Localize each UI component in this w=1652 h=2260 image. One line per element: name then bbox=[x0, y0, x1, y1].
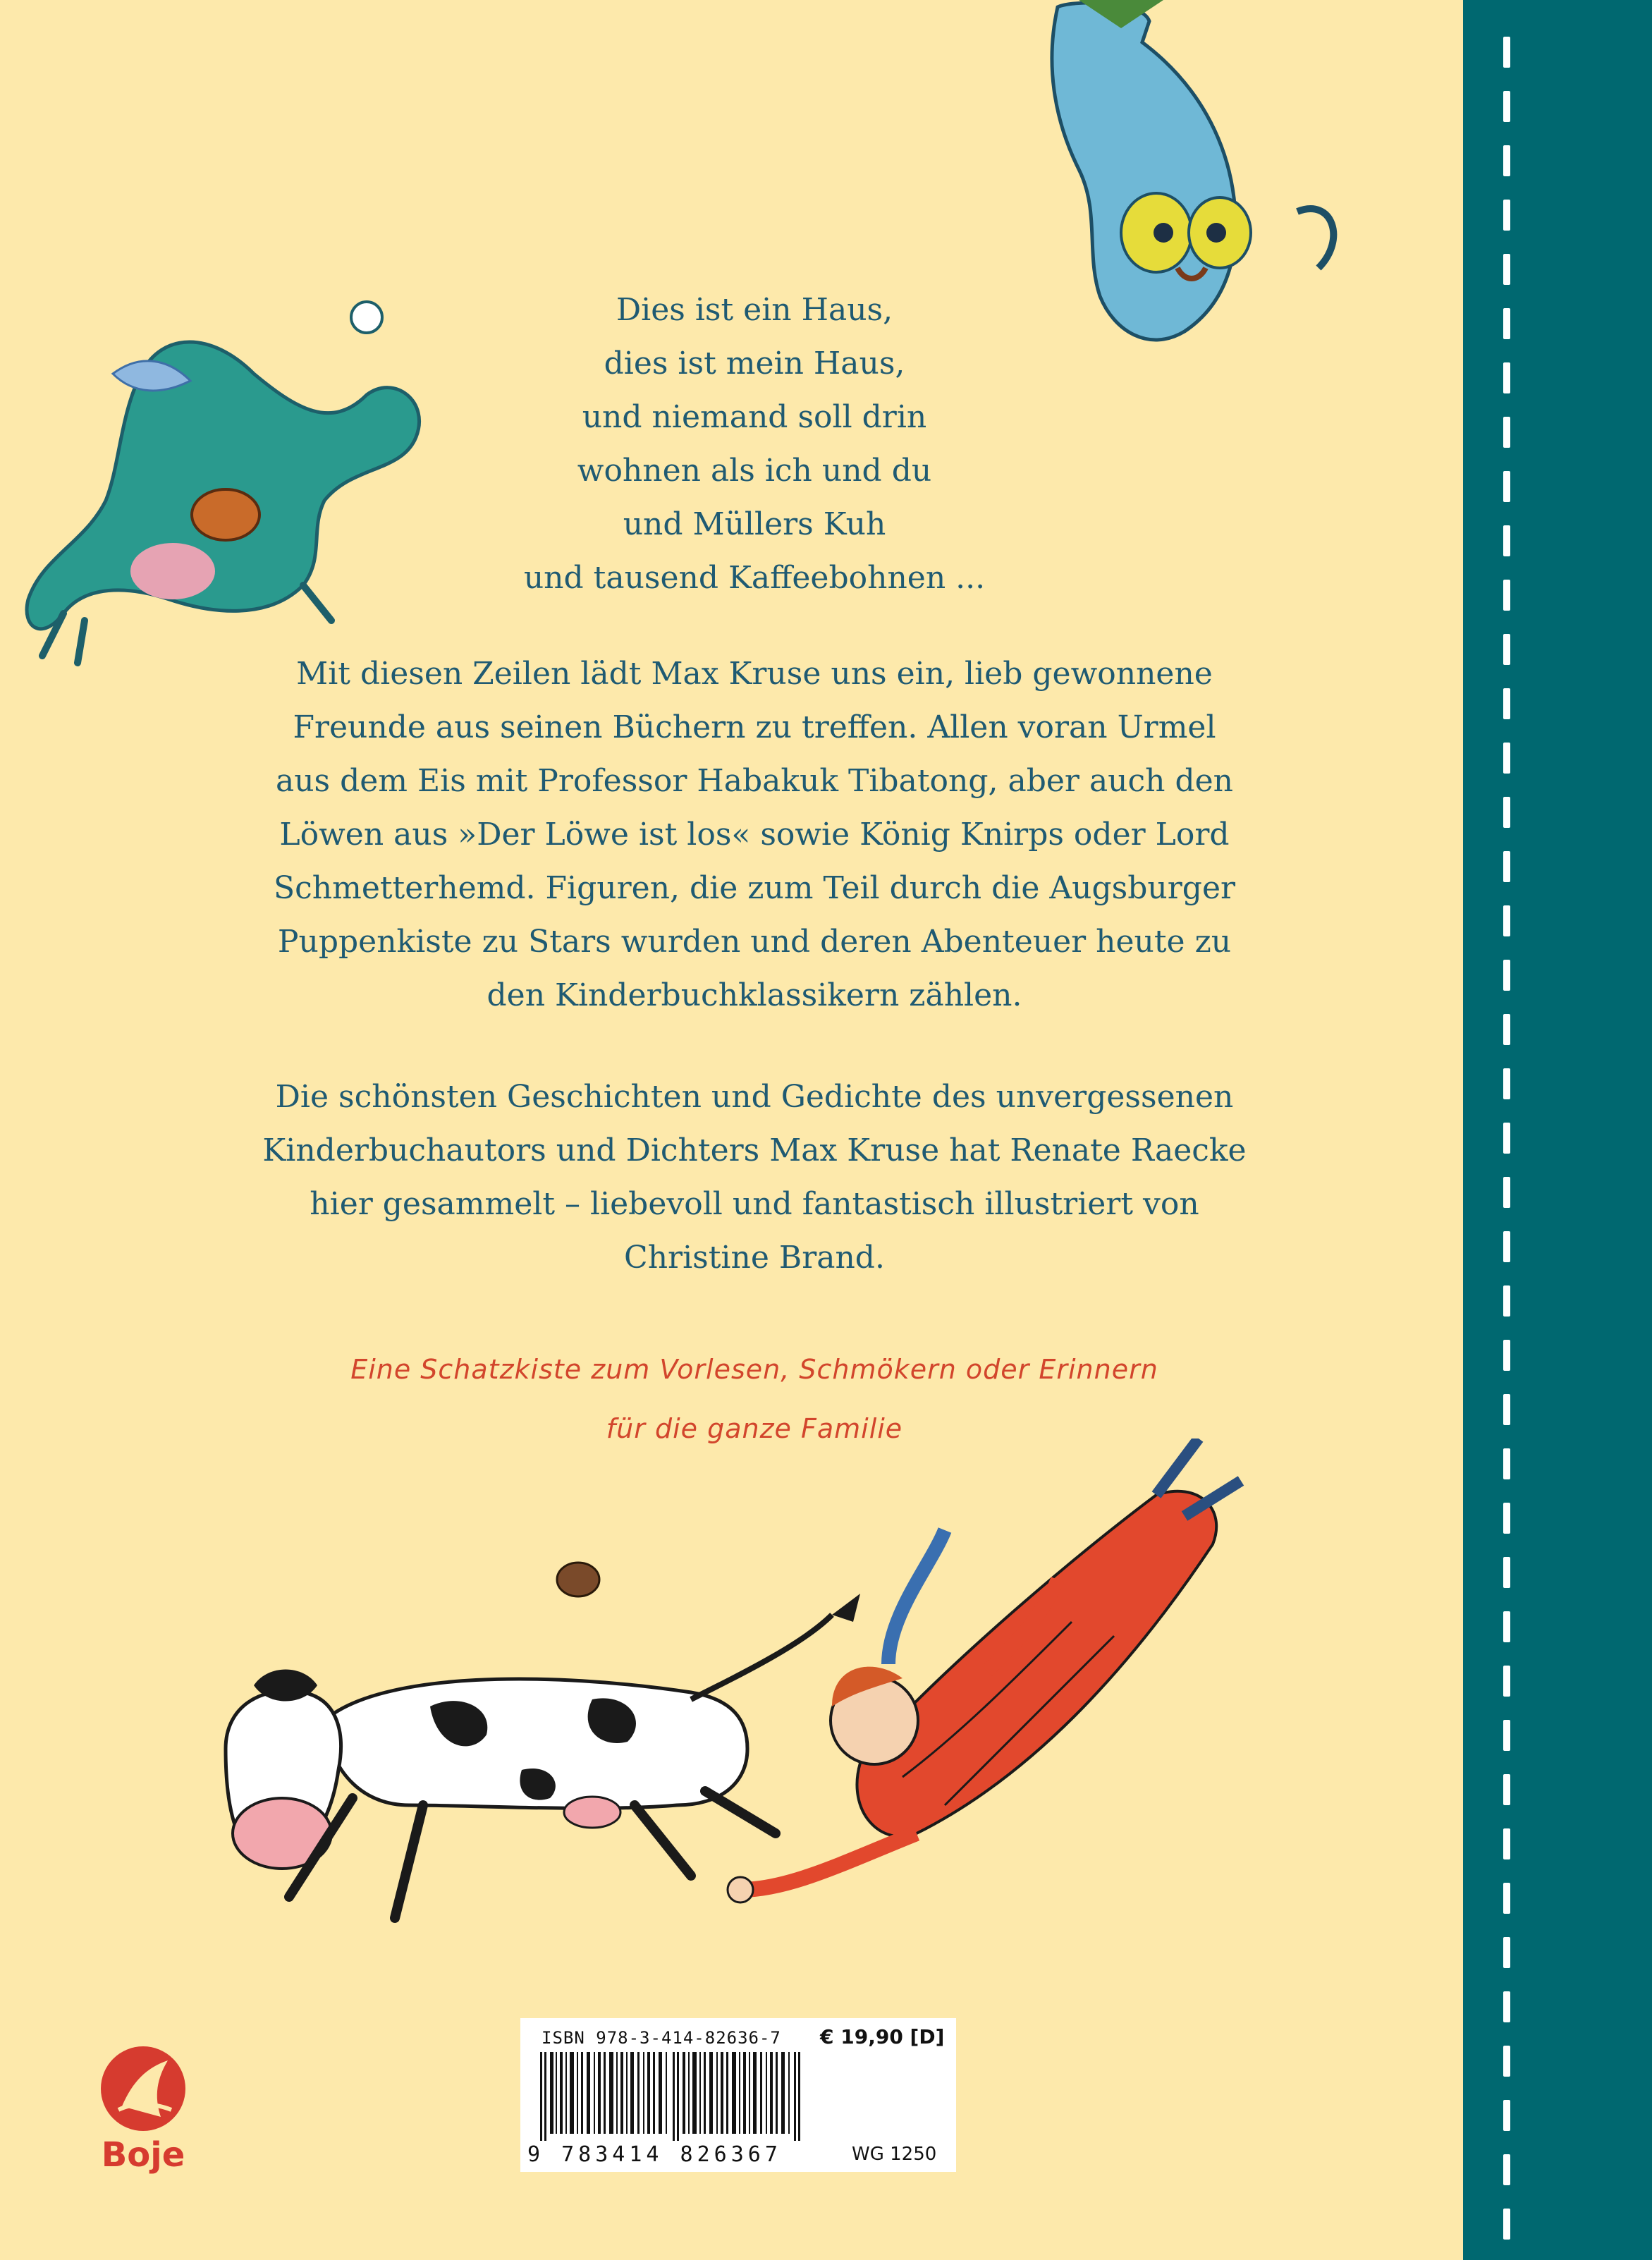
poem-line: dies ist mein Haus, bbox=[604, 346, 905, 381]
stitch-dash bbox=[1503, 1774, 1510, 1805]
publisher-name: Boje bbox=[101, 2135, 185, 2175]
poem-line: Dies ist ein Haus, bbox=[616, 292, 893, 328]
boje-logo-icon bbox=[90, 2039, 196, 2138]
stitch-dash bbox=[1503, 1611, 1510, 1642]
cow-and-girl-illustration bbox=[197, 1439, 1283, 1974]
paragraph-line: den Kinderbuchklassikern zählen. bbox=[487, 977, 1022, 1013]
description-paragraph-2 bbox=[219, 1070, 1290, 1285]
tagline-line: Eine Schatzkiste zum Vorlesen, Schmökern oder Erinnern bbox=[350, 1354, 1158, 1385]
paragraph-line: Puppenkiste zu Stars wurden und deren Abenteuer heute zu bbox=[277, 924, 1232, 960]
stitch-dash bbox=[1503, 797, 1510, 828]
poem-line: wohnen als ich und du bbox=[577, 453, 932, 489]
stitch-dash bbox=[1503, 1068, 1510, 1099]
stitch-dash bbox=[1503, 1666, 1510, 1697]
barcode-bars bbox=[540, 2052, 815, 2141]
stitch-dash bbox=[1503, 1883, 1510, 1914]
stitch-dash bbox=[1503, 1177, 1510, 1208]
stitch-dash bbox=[1503, 580, 1510, 611]
stitch-dash bbox=[1503, 960, 1510, 991]
stitch-dash bbox=[1503, 308, 1510, 339]
stitch-dash bbox=[1503, 362, 1510, 393]
stitch-dash bbox=[1503, 254, 1510, 285]
stitch-dash bbox=[1503, 37, 1510, 68]
stitch-dash bbox=[1503, 145, 1510, 176]
stitch-dash bbox=[1503, 200, 1510, 231]
stitch-dash bbox=[1503, 743, 1510, 774]
paragraph-line: Schmetterhemd. Figuren, die zum Teil durch die Augsburger bbox=[273, 870, 1236, 906]
stitch-dash bbox=[1503, 2209, 1510, 2240]
wg-code-text: WG 1250 bbox=[852, 2144, 937, 2165]
stitch-dash bbox=[1503, 1014, 1510, 1045]
spine-strip bbox=[1463, 0, 1652, 2260]
stitch-dash bbox=[1503, 1503, 1510, 1534]
stitch-dash bbox=[1503, 688, 1510, 719]
stitch-dash bbox=[1503, 1448, 1510, 1479]
barcode-label bbox=[520, 2018, 956, 2172]
stitch-dash bbox=[1503, 1123, 1510, 1154]
stitch-dash bbox=[1503, 1340, 1510, 1371]
stitch-dash bbox=[1503, 1231, 1510, 1262]
publisher-logo bbox=[90, 2039, 196, 2180]
stitch-dash bbox=[1503, 525, 1510, 556]
price-text: € 19,90 [D] bbox=[820, 2025, 945, 2048]
stitch-dash bbox=[1503, 1557, 1510, 1588]
stitch-dash bbox=[1503, 2046, 1510, 2077]
stitch-dash bbox=[1503, 417, 1510, 448]
paragraph-line: hier gesammelt – liebevoll und fantastisch illustriert von bbox=[310, 1186, 1199, 1222]
stitch-dash bbox=[1503, 1720, 1510, 1751]
tagline-line: für die ganze Familie bbox=[606, 1413, 903, 1444]
stitch-dash bbox=[1503, 905, 1510, 936]
stitch-dash bbox=[1503, 1991, 1510, 2022]
stitch-dash bbox=[1503, 2154, 1510, 2185]
paragraph-line: aus dem Eis mit Professor Habakuk Tibatong, aber auch den bbox=[275, 763, 1234, 799]
description-paragraph-1 bbox=[219, 647, 1290, 1022]
poem bbox=[219, 283, 1290, 605]
paragraph-line: Die schönsten Geschichten und Gedichte des unvergessenen bbox=[275, 1079, 1234, 1115]
poem-line: und Müllers Kuh bbox=[623, 506, 886, 542]
stitch-dash bbox=[1503, 1394, 1510, 1425]
poem-line: und tausend Kaffeebohnen ... bbox=[523, 560, 986, 596]
stitch-dash bbox=[1503, 91, 1510, 122]
paragraph-line: Löwen aus »Der Löwe ist los« sowie König Knirps oder Lord bbox=[279, 817, 1230, 853]
stitch-dash bbox=[1503, 634, 1510, 665]
ean-text: 9 783414 826367 bbox=[527, 2142, 782, 2167]
stitch-dash bbox=[1503, 1828, 1510, 1859]
stitch-dash bbox=[1503, 471, 1510, 502]
poem-line: und niemand soll drin bbox=[582, 399, 927, 435]
stitch-dash bbox=[1503, 851, 1510, 882]
stitch-dash bbox=[1503, 1937, 1510, 1968]
paragraph-line: Christine Brand. bbox=[624, 1240, 885, 1276]
stitch-dash bbox=[1503, 1285, 1510, 1317]
isbn-text: ISBN 978-3-414-82636-7 bbox=[542, 2028, 781, 2048]
paragraph-line: Mit diesen Zeilen lädt Max Kruse uns ein, lieb gewonnene bbox=[296, 656, 1213, 692]
stitch-dash bbox=[1503, 2100, 1510, 2131]
paragraph-line: Kinderbuchautors und Dichters Max Kruse hat Renate Raecke bbox=[262, 1132, 1247, 1168]
paragraph-line: Freunde aus seinen Büchern zu treffen. Allen voran Urmel bbox=[293, 709, 1216, 745]
